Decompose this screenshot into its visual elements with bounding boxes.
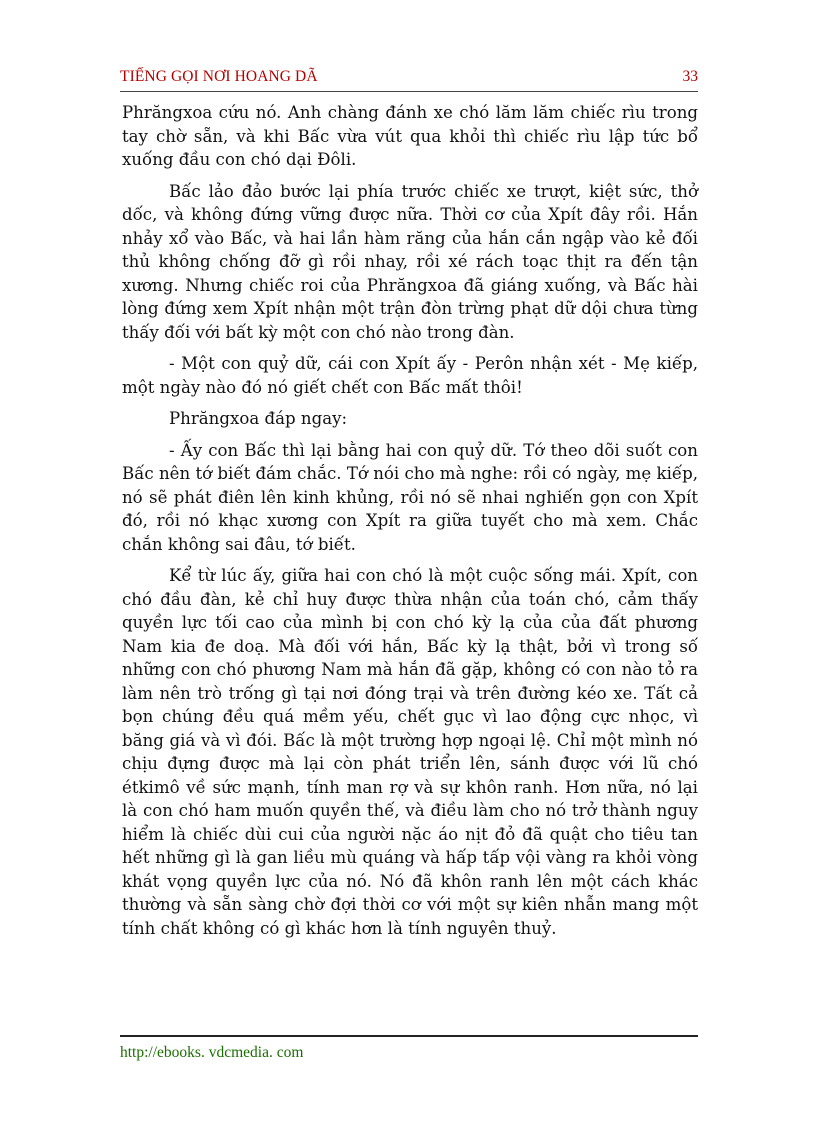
book-title: TIẾNG GỌI NƠI HOANG DÃ [120, 68, 318, 85]
paragraph: Bấc lảo đảo bước lại phía trước chiếc xe trượt, kiệt sức, thở dốc, và không đứng vững được nữa. Thời cơ của Xpít đây rồi. Hắn nhảy xổ vào Bấc, và hai lần hàm răng của hắn cắn ngập vào kẻ đối thủ không chống đỡ gì rồi nhay, rồi xé rách toạc thịt ra đến tận xương. Nhưng chiếc roi của Phrăngxoa đã giáng xuống, và Bấc hài lòng đứng xem Xpít nhận một trận đòn trừng phạt dữ dội chưa từng thấy đối với bất kỳ một con chó nào trong đàn. [122, 181, 698, 342]
footer-divider [120, 1035, 698, 1037]
paragraph: Phrăngxoa cứu nó. Anh chàng đánh xe chó lăm lăm chiếc rìu trong tay chờ sẵn, và khi Bấc vừa vút qua khỏi thì chiếc rìu lập tức bổ xuống đầu con chó dại Đôli. [122, 103, 698, 169]
paragraph: - Một con quỷ dữ, cái con Xpít ấy - Perôn nhận xét - Mẹ kiếp, một ngày nào đó nó giết chết con Bấc mất thôi! [122, 354, 698, 397]
paragraph: Phrăngxoa đáp ngay: [169, 409, 348, 428]
paragraph: Kể từ lúc ấy, giữa hai con chó là một cuộc sống mái. Xpít, con chó đầu đàn, kẻ chỉ huy được thừa nhận của toán chó, cảm thấy quyền lực tối cao của mình bị con chó kỳ lạ của của đất phương Nam kia đe doạ. Mà đối với hắn, Bấc kỳ lạ thật, bởi vì trong số những con chó phương Nam mà hắn đã gặp, không có con nào tỏ ra làm nên trò trống gì tại nơi đóng trại và trên đường kéo xe. Tất cả bọn chúng đều quá mềm yếu, chết gục vì lao động cực nhọc, vì băng giá và vì đói. Bấc là một trường hợp ngoại lệ. Chỉ một mình nó chịu đựng được mà lại còn phát triển lên, sánh được với lũ chó étkimô về sức mạnh, tính man rợ và sự khôn ranh. Hơn nữa, nó lại là con chó ham muốn quyền thế, và điều làm cho nó trở thành nguy hiểm là chiếc dùi cui của người nặc áo nịt đỏ đã quật cho tiêu tan hết những gì là gan liều mù quáng và hấp tấp vội vàng ra khỏi vòng khát vọng quyền lực của nó. Nó đã khôn ranh lên một cách khác thường và sẵn sàng chờ đợi thời cơ với một sự kiên nhẫn mang một tính chất không có gì khác hơn là tính nguyên thuỷ. [122, 566, 698, 938]
header-divider [120, 91, 698, 92]
footer-link[interactable]: http://ebooks. vdcmedia. com [120, 1044, 304, 1061]
page-number: 33 [682, 68, 698, 85]
paragraph: - Ấy con Bấc thì lại bằng hai con quỷ dữ. Tớ theo dõi suốt con Bấc nên tớ biết đám chắc. Tớ nói cho mà nghe: rồi có ngày, mẹ kiếp, nó sẽ phát điên lên kinh khủng, rồi nó sẽ nhai nghiến gọn con Xpít đó, rồi nó khạc xương con Xpít ra giữa tuyết cho mà xem. Chắc chắn không sai đâu, tớ biết. [122, 440, 698, 554]
body-text [122, 101, 698, 948]
